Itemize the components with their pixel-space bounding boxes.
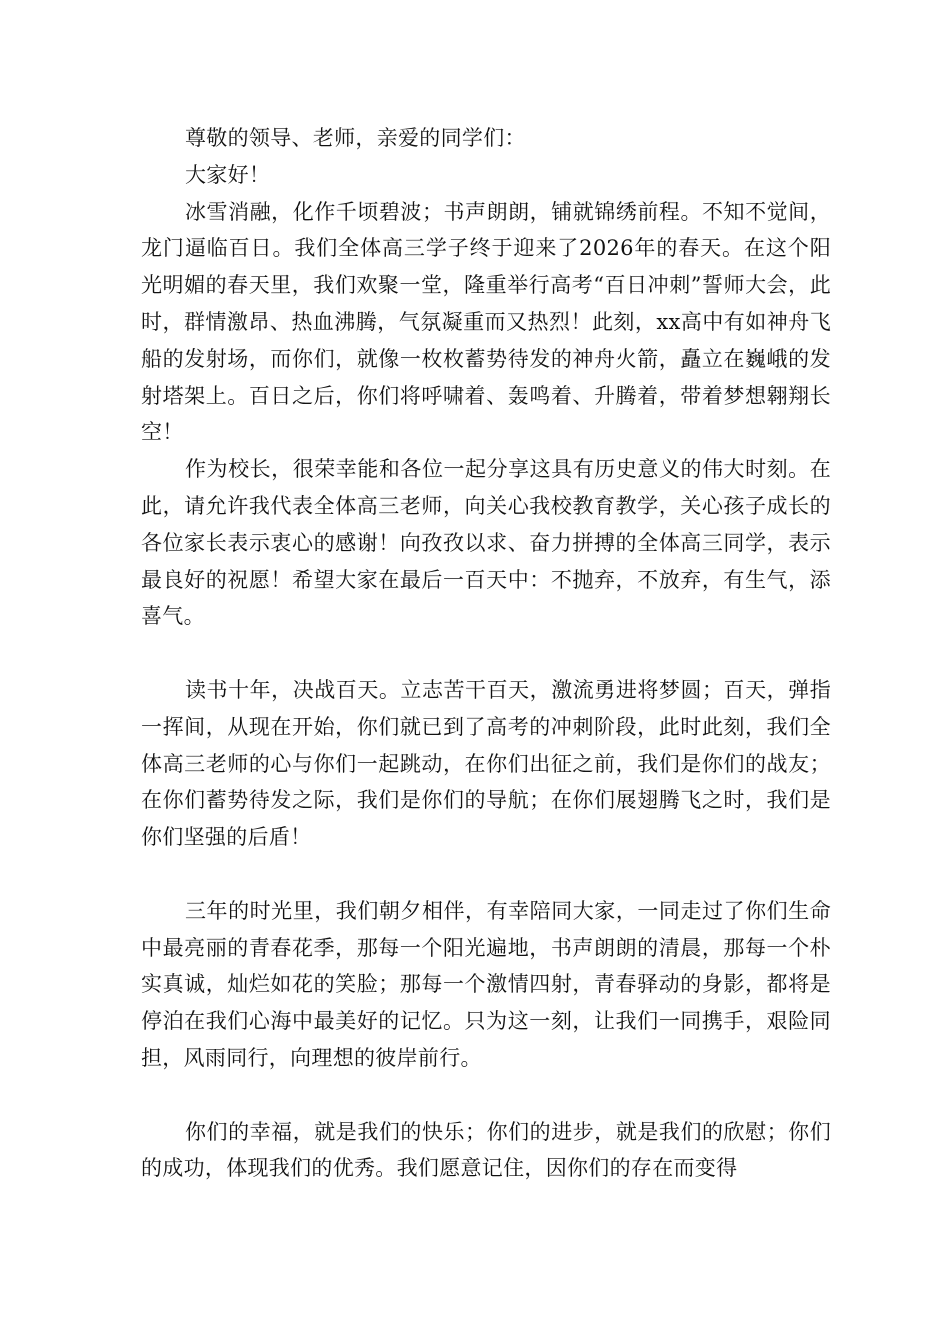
paragraph-happiness: 你们的幸福，就是我们的快乐；你们的进步，就是我们的欣慰；你们的成功，体现我们的优秀。我们愿意记住，因你们的存在而变得 — [141, 1119, 831, 1181]
paragraph-opening: 冰雪消融，化作千顷碧波；书声朗朗，铺就锦绣前程。不知不觉间，龙门逼临百日。我们全体高三学子终于迎来了2026年的春天。在这个阳光明媚的春天里，我们欢聚一堂，隆重举行高考“百日冲刺”誓师大会，此时，群情激昂、热血沸腾，气氛凝重而又热烈！此刻，xx高中有如神舟飞船的发射场，而你们，就像一枚枚蓄势待发的神舟火箭，矗立在巍峨的发射塔架上。百日之后，你们将呼啸着、轰鸣着、升腾着，带着梦想翱翔长空！ — [141, 199, 831, 445]
greeting: 大家好！ — [185, 162, 271, 187]
paragraph-principal: 作为校长，很荣幸能和各位一起分享这具有历史意义的伟大时刻。在此，请允许我代表全体高三老师，向关心我校教育教学，关心孩子成长的各位家长表示衷心的感谢！向孜孜以求、奋力拼搏的全体高三同学，表示最良好的祝愿！希望大家在最后一百天中：不抛弃，不放弃，有生气，添喜气。 — [141, 457, 831, 629]
salutation: 尊敬的领导、老师，亲爱的同学们： — [185, 126, 526, 150]
document-body — [141, 120, 831, 1187]
paragraph-three-years: 三年的时光里，我们朝夕相伴，有幸陪同大家，一同走过了你们生命中最亮丽的青春花季，那每一个阳光遍地，书声朗朗的清晨，那每一个朴实真诚，灿烂如花的笑脸；那每一个激情四射，青春驿动的身影，都将是停泊在我们心海中最美好的记忆。只为这一刻，让我们一同携手，艰险同担，风雨同行，向理想的彼岸前行。 — [141, 898, 831, 1070]
paragraph-hundred-days: 读书十年，决战百天。立志苦干百天，激流勇进将梦圆；百天，弹指一挥间，从现在开始，你们就已到了高考的冲刺阶段，此时此刻，我们全体高三老师的心与你们一起跳动，在你们出征之前，我们是你们的战友；在你们蓄势待发之际，我们是你们的导航；在你们展翅腾飞之时，我们是你们坚强的后盾！ — [141, 677, 831, 850]
